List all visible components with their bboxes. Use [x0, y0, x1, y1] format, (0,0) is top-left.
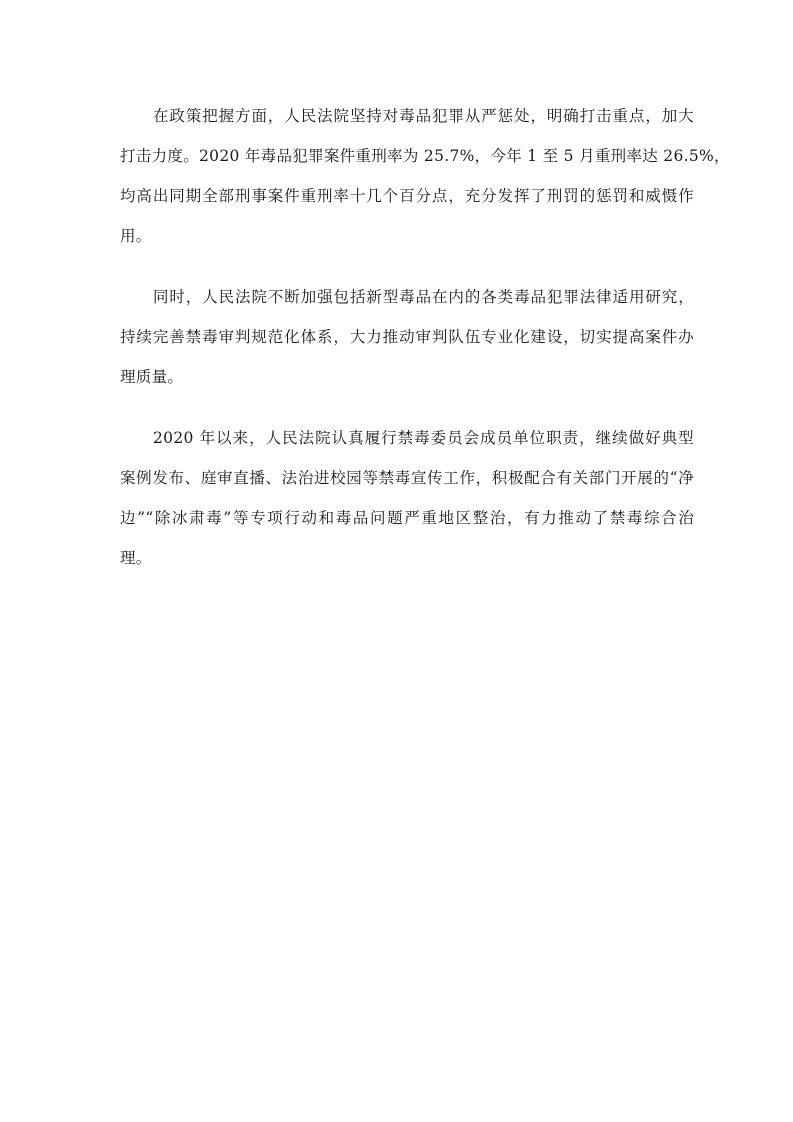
paragraph-policy	[120, 96, 730, 256]
paragraph-line: 同时，人民法院不断加强包括新型毒品在内的各类毒品犯罪法律适用研究，	[153, 288, 694, 306]
paragraph-line: 案例发布、庭审直播、法治进校园等禁毒宣传工作，积极配合有关部门开展的“净	[120, 469, 694, 487]
paragraph-line: 均高出同期全部刑事案件重刑率十几个百分点，充分发挥了刑罚的惩罚和威慑作	[120, 187, 694, 205]
paragraph-line: 持续完善禁毒审判规范化体系，大力推动审判队伍专业化建设，切实提高案件办	[120, 328, 694, 346]
paragraph-line: 2020 年以来，人民法院认真履行禁毒委员会成员单位职责，继续做好典型	[153, 429, 694, 447]
paragraph-line: 理质量。	[120, 368, 184, 386]
document-body	[120, 96, 730, 599]
paragraph-research	[120, 277, 694, 397]
paragraph-line: 在政策把握方面，人民法院坚持对毒品犯罪从严惩处，明确打击重点，加大	[153, 107, 694, 125]
paragraph-line: 边”“除冰肃毒”等专项行动和毒品问题严重地区整治，有力推动了禁毒综合治	[120, 509, 694, 527]
paragraph-publicity	[120, 418, 694, 578]
paragraph-line: 用。	[120, 227, 152, 245]
paragraph-line: 打击力度。2020 年毒品犯罪案件重刑率为 25.7%，今年 1 至 5 月重刑率达 26.5%，	[120, 147, 730, 165]
paragraph-line: 理。	[120, 549, 152, 567]
